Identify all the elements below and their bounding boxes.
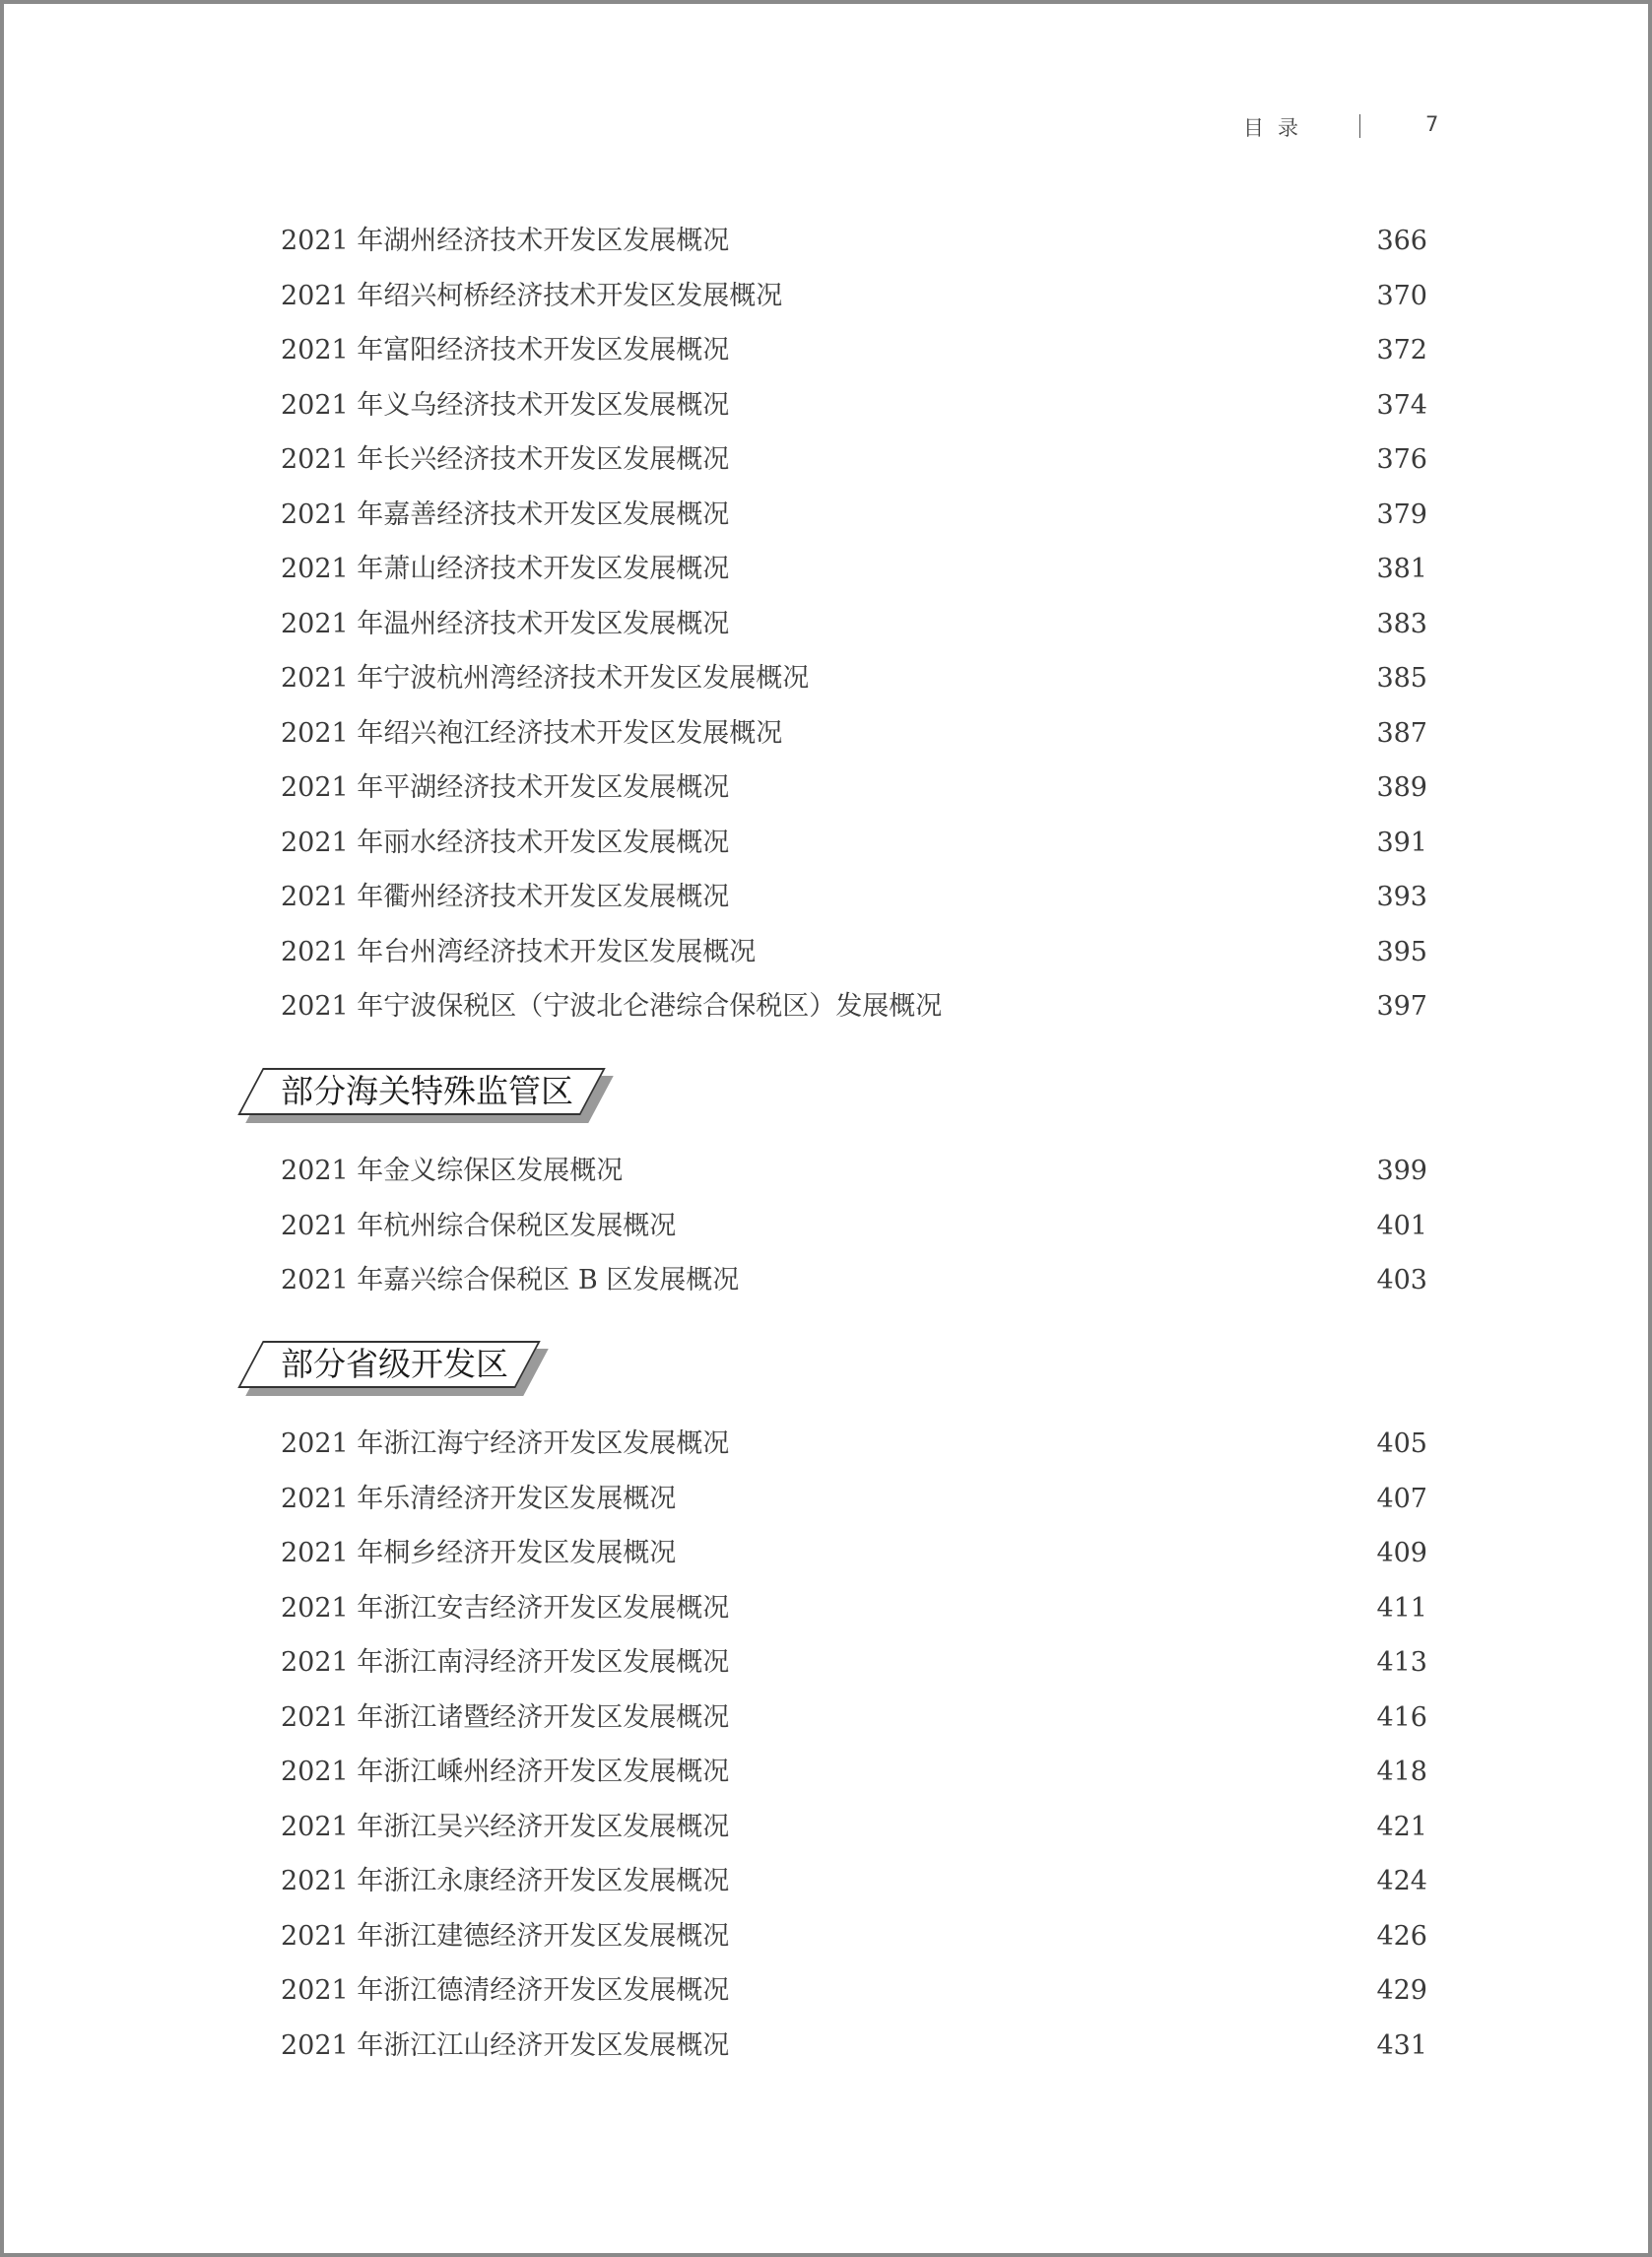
toc-entry-page: 403 bbox=[1376, 1265, 1427, 1295]
toc-entry-title: 2021 年乐清经济开发区发展概况 bbox=[281, 1483, 677, 1514]
toc-entry-title: 2021 年浙江嵊州经济开发区发展概况 bbox=[281, 1757, 730, 1787]
toc-entry-page: 411 bbox=[1376, 1592, 1427, 1624]
toc-entry-page: 409 bbox=[1376, 1538, 1427, 1568]
toc-entry-title: 2021 年义乌经济技术开发区发展概况 bbox=[281, 389, 730, 421]
toc-entry-title: 2021 年嘉兴综合保税区 B 区发展概况 bbox=[281, 1265, 740, 1295]
toc-entry-title: 2021 年浙江南浔经济开发区发展概况 bbox=[281, 1647, 730, 1678]
toc-entry[interactable] bbox=[281, 1800, 1427, 1855]
toc-entry-title: 2021 年浙江建德经济开发区发展概况 bbox=[281, 1920, 730, 1952]
toc-entry-page: 418 bbox=[1376, 1757, 1427, 1787]
toc-entry-page: 395 bbox=[1376, 936, 1427, 967]
toc-entry-page: 399 bbox=[1376, 1156, 1427, 1186]
toc-entry[interactable] bbox=[281, 1417, 1427, 1472]
toc-entry-page: 370 bbox=[1376, 280, 1427, 311]
section-heading-label: 部分省级开发区 bbox=[281, 1345, 508, 1383]
toc-entry-title: 2021 年浙江海宁经济开发区发展概况 bbox=[281, 1428, 730, 1459]
toc-entry-page: 431 bbox=[1376, 2029, 1427, 2061]
toc-entry-title: 2021 年湖州经济技术开发区发展概况 bbox=[281, 226, 730, 256]
toc-entry-title: 2021 年宁波杭州湾经济技术开发区发展概况 bbox=[281, 663, 810, 694]
header-page-number: 7 bbox=[1425, 112, 1439, 136]
toc-entry-page: 374 bbox=[1376, 389, 1427, 421]
toc-entry[interactable] bbox=[281, 1253, 1427, 1308]
toc-entry-title: 2021 年浙江德清经济开发区发展概况 bbox=[281, 1975, 730, 2006]
toc-entry[interactable] bbox=[281, 1581, 1427, 1636]
toc-entry-title: 2021 年浙江诸暨经济开发区发展概况 bbox=[281, 1701, 730, 1733]
toc-entry-title: 2021 年浙江安吉经济开发区发展概况 bbox=[281, 1592, 730, 1624]
toc-entry-page: 376 bbox=[1376, 444, 1427, 475]
toc-entry-page: 385 bbox=[1376, 663, 1427, 694]
header-section-title: 目录 bbox=[1243, 116, 1312, 140]
toc-entry-page: 426 bbox=[1376, 1920, 1427, 1952]
toc-entry-title: 2021 年丽水经济技术开发区发展概况 bbox=[281, 827, 730, 858]
toc-entry-title: 2021 年浙江吴兴经济开发区发展概况 bbox=[281, 1811, 730, 1842]
toc-entry[interactable] bbox=[281, 378, 1427, 433]
section-heading-label: 部分海关特殊监管区 bbox=[281, 1072, 573, 1110]
toc-entry[interactable] bbox=[281, 706, 1427, 762]
toc-entry[interactable] bbox=[281, 1909, 1427, 1964]
toc-entry-page: 366 bbox=[1376, 226, 1427, 256]
toc-entry[interactable] bbox=[281, 1854, 1427, 1909]
toc-entry-page: 389 bbox=[1376, 772, 1427, 803]
toc-entry-page: 387 bbox=[1376, 717, 1427, 749]
toc-entry-title: 2021 年台州湾经济技术开发区发展概况 bbox=[281, 936, 757, 967]
toc-entry-page: 429 bbox=[1376, 1975, 1427, 2006]
toc-entry[interactable] bbox=[281, 925, 1427, 980]
toc-entry-page: 413 bbox=[1376, 1647, 1427, 1678]
toc-list-economic-zones bbox=[281, 214, 1427, 1034]
toc-entry[interactable] bbox=[281, 1472, 1427, 1527]
toc-entry-title: 2021 年浙江江山经济开发区发展概况 bbox=[281, 2029, 730, 2061]
toc-entry-title: 2021 年绍兴柯桥经济技术开发区发展概况 bbox=[281, 280, 783, 311]
toc-entry-title: 2021 年桐乡经济开发区发展概况 bbox=[281, 1538, 677, 1568]
toc-entry[interactable] bbox=[281, 1963, 1427, 2019]
toc-entry-page: 381 bbox=[1376, 554, 1427, 584]
toc-entry[interactable] bbox=[281, 542, 1427, 597]
toc-entry-page: 401 bbox=[1376, 1210, 1427, 1241]
toc-entry-page: 416 bbox=[1376, 1701, 1427, 1733]
toc-entry-page: 379 bbox=[1376, 498, 1427, 530]
toc-entry-page: 393 bbox=[1376, 882, 1427, 912]
header-divider bbox=[1359, 114, 1360, 138]
toc-entry[interactable] bbox=[281, 870, 1427, 925]
toc-entry[interactable] bbox=[281, 1745, 1427, 1800]
toc-list-customs-zones bbox=[281, 1144, 1427, 1308]
toc-entry-title: 2021 年衢州经济技术开发区发展概况 bbox=[281, 882, 730, 912]
toc-entry[interactable] bbox=[281, 1691, 1427, 1746]
toc-entry-title: 2021 年长兴经济技术开发区发展概况 bbox=[281, 444, 730, 475]
toc-entry-title: 2021 年杭州综合保税区发展概况 bbox=[281, 1210, 677, 1241]
toc-entry-title: 2021 年金义综保区发展概况 bbox=[281, 1156, 624, 1186]
toc-entry-title: 2021 年富阳经济技术开发区发展概况 bbox=[281, 335, 730, 365]
toc-entry[interactable] bbox=[281, 1635, 1427, 1691]
toc-entry[interactable] bbox=[281, 651, 1427, 706]
toc-entry-title: 2021 年绍兴袍江经济技术开发区发展概况 bbox=[281, 717, 783, 749]
running-header bbox=[4, 112, 1652, 146]
toc-entry[interactable] bbox=[281, 816, 1427, 871]
toc-entry-page: 391 bbox=[1376, 827, 1427, 858]
toc-entry[interactable] bbox=[281, 269, 1427, 324]
toc-entry-page: 424 bbox=[1376, 1866, 1427, 1896]
toc-entry[interactable] bbox=[281, 323, 1427, 378]
toc-entry[interactable] bbox=[281, 979, 1427, 1034]
toc-entry-title: 2021 年温州经济技术开发区发展概况 bbox=[281, 608, 730, 639]
toc-entry-page: 405 bbox=[1376, 1428, 1427, 1459]
toc-entry[interactable] bbox=[281, 1526, 1427, 1581]
toc-entry-title: 2021 年宁波保税区（宁波北仑港综合保税区）发展概况 bbox=[281, 991, 943, 1022]
toc-entry[interactable] bbox=[281, 2019, 1427, 2074]
toc-entry-page: 421 bbox=[1376, 1811, 1427, 1842]
toc-entry[interactable] bbox=[281, 432, 1427, 488]
toc-entry-page: 372 bbox=[1376, 335, 1427, 365]
toc-list-provincial-zones bbox=[281, 1417, 1427, 2073]
toc-entry-page: 397 bbox=[1376, 991, 1427, 1022]
toc-entry-title: 2021 年萧山经济技术开发区发展概况 bbox=[281, 554, 730, 584]
toc-entry-page: 383 bbox=[1376, 608, 1427, 639]
toc-entry[interactable] bbox=[281, 214, 1427, 269]
toc-entry-title: 2021 年浙江永康经济开发区发展概况 bbox=[281, 1866, 730, 1896]
toc-entry[interactable] bbox=[281, 597, 1427, 652]
toc-entry-title: 2021 年嘉善经济技术开发区发展概况 bbox=[281, 498, 730, 530]
toc-entry[interactable] bbox=[281, 761, 1427, 816]
toc-entry[interactable] bbox=[281, 488, 1427, 543]
toc-entry-page: 407 bbox=[1376, 1483, 1427, 1514]
toc-entry[interactable] bbox=[281, 1144, 1427, 1199]
toc-entry-title: 2021 年平湖经济技术开发区发展概况 bbox=[281, 772, 730, 803]
toc-entry[interactable] bbox=[281, 1199, 1427, 1254]
